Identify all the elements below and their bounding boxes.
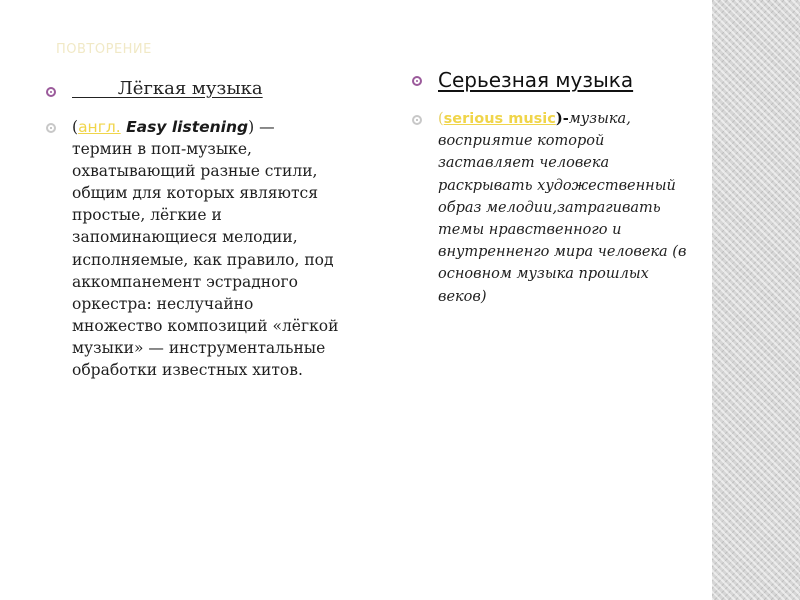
definition-line: простые, лёгкие и — [72, 206, 222, 225]
open-paren: ( — [72, 118, 79, 136]
definition-line: термин в поп-музыке, — [72, 140, 252, 159]
definition-line: общим для которых являются — [72, 184, 318, 203]
definition-line: музыки» — инструментальные — [72, 338, 326, 357]
definition-line: восприятие которой — [438, 133, 605, 150]
definition-line: исполняемые, как правило, под — [72, 250, 334, 269]
close-paren-dash: ) — — [248, 118, 275, 136]
close-paren-dash: )- — [555, 110, 569, 127]
decorative-side-stripe — [712, 0, 800, 600]
open-paren: ( — [438, 111, 444, 127]
definition-line: раскрывать художественный — [438, 177, 676, 194]
light-music-definition — [72, 116, 390, 381]
english-term-link[interactable]: serious music — [443, 111, 556, 127]
definition-line: обработки известных хитов. — [72, 361, 303, 380]
bullet-icon — [412, 76, 422, 86]
serious-music-heading: Серьезная музыка — [438, 68, 634, 92]
definition-line: темы нравственного и — [438, 222, 622, 239]
definition-line: заставляет человека — [438, 155, 610, 172]
first-line-rest: музыка, — [568, 111, 631, 127]
definition-line: аккомпанемент эстрадного — [72, 272, 298, 291]
bullet-icon — [412, 115, 422, 125]
serious-music-definition — [438, 108, 718, 308]
definition-line: веков) — [438, 288, 487, 305]
definition-first-line — [72, 116, 390, 138]
english-term: Easy listening — [120, 118, 249, 136]
definition-first-line — [438, 108, 718, 130]
definition-line: охватывающий разные стили, — [72, 162, 318, 181]
definition-line: запоминающиеся мелодии, — [72, 228, 298, 247]
definition-line: оркестра: неслучайно — [72, 294, 254, 313]
light-music-heading: Лёгкая музыка — [72, 78, 263, 99]
definition-line: образ мелодии,затрагивать — [438, 199, 661, 216]
lang-abbr-link[interactable]: англ. — [78, 118, 121, 136]
bullet-icon — [46, 123, 56, 133]
slide-title: ПОВТОРЕНИЕ — [56, 42, 152, 57]
definition-line: внутренненго мира человека (в — [438, 244, 687, 261]
definition-line: основном музыка прошлых — [438, 266, 649, 283]
bullet-icon — [46, 87, 56, 97]
definition-line: множество композиций «лёгкой — [72, 316, 339, 335]
